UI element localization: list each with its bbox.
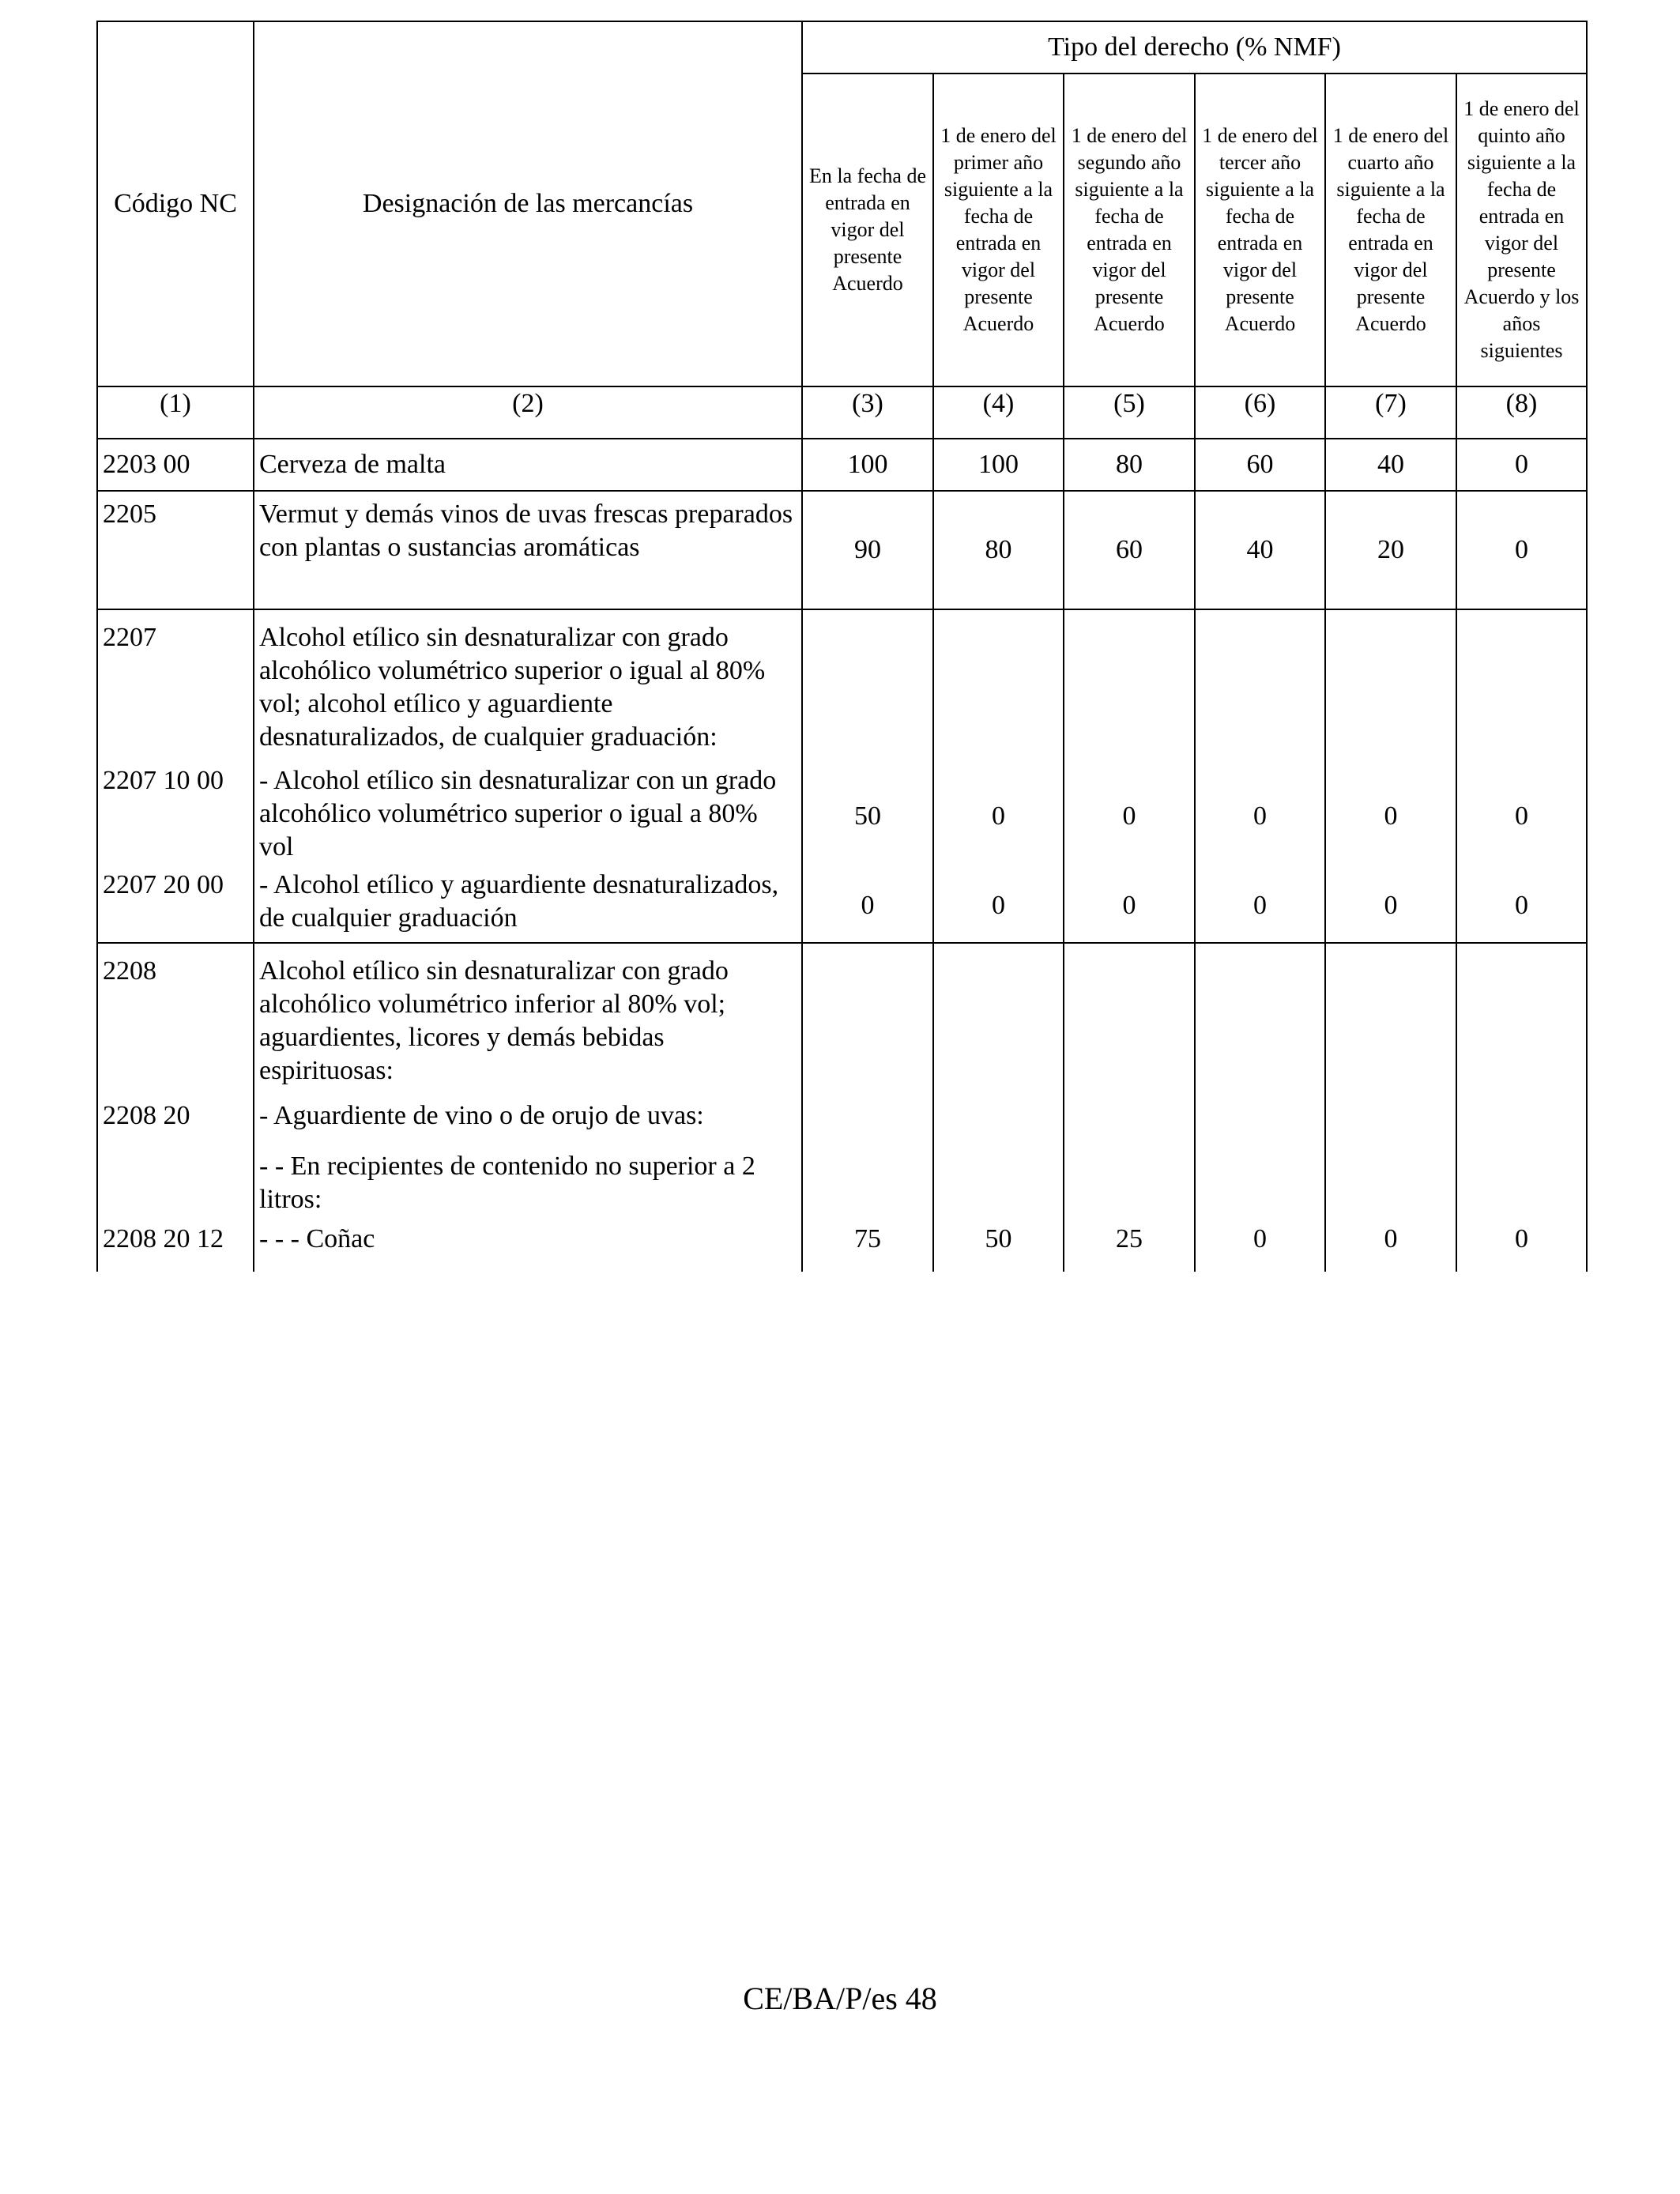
col-number: (3)	[802, 386, 933, 439]
rate-value: 0	[1195, 1223, 1325, 1272]
table-row	[97, 439, 1587, 491]
rate-value: 0	[1456, 764, 1587, 869]
cn-code: 2207	[97, 609, 254, 764]
table-row	[97, 1150, 1587, 1223]
table-row	[97, 491, 1587, 609]
goods-description: Alcohol etílico sin desnaturalizar con grado alcohólico volumétrico inferior al 80% vol; aguardientes, licores y demás bebidas espirituosas:	[254, 943, 802, 1099]
header-col-7: 1 de enero del cuarto año siguiente a la fecha de entrada en vigor del presente Acuerdo	[1325, 74, 1456, 386]
rate-value: 0	[1325, 764, 1456, 869]
rate-value: 0	[1456, 491, 1587, 609]
rate-value: 90	[802, 491, 933, 609]
page-footer: CE/BA/P/es 48	[743, 1981, 937, 2016]
column-numbers-row	[97, 386, 1587, 439]
rate-value: 0	[933, 764, 1064, 869]
rate-value: 0	[1325, 1223, 1456, 1272]
rate-value: 100	[802, 439, 933, 491]
rate-value: 0	[1456, 1223, 1587, 1272]
cn-code: 2205	[97, 491, 254, 609]
goods-description: - - En recipientes de contenido no superior a 2 litros:	[254, 1150, 802, 1223]
rate-value: 60	[1195, 439, 1325, 491]
goods-description: Vermut y demás vinos de uvas frescas preparados con plantas o sustancias aromáticas	[254, 491, 802, 609]
goods-description: Alcohol etílico sin desnaturalizar con grado alcohólico volumétrico superior o igual al 80% vol; alcohol etílico y aguardiente desnaturalizados, de cualquier graduación:	[254, 609, 802, 764]
rate-value: 60	[1064, 491, 1195, 609]
rate-value: 0	[1195, 869, 1325, 943]
table-row	[97, 869, 1587, 943]
rate-value: 0	[802, 869, 933, 943]
cn-code: 2203 00	[97, 439, 254, 491]
header-code-nc: Código NC	[97, 21, 254, 386]
col-number: (7)	[1325, 386, 1456, 439]
rate-value: 0	[1456, 869, 1587, 943]
rate-value: 20	[1325, 491, 1456, 609]
cn-code	[97, 1150, 254, 1223]
table-row	[97, 764, 1587, 869]
rate-value: 0	[1195, 764, 1325, 869]
rate-value: 0	[1064, 764, 1195, 869]
rate-value: 40	[1195, 491, 1325, 609]
goods-description: Cerveza de malta	[254, 439, 802, 491]
cn-code: 2207 10 00	[97, 764, 254, 869]
rate-value: 100	[933, 439, 1064, 491]
col-number: (1)	[97, 386, 254, 439]
col-number: (4)	[933, 386, 1064, 439]
rate-value: 50	[933, 1223, 1064, 1272]
goods-description: - Aguardiente de vino o de orujo de uvas:	[254, 1099, 802, 1150]
header-col-3: En la fecha de entrada en vigor del presente Acuerdo	[802, 74, 933, 386]
col-number: (2)	[254, 386, 802, 439]
rate-value: 0	[1456, 439, 1587, 491]
col-number: (5)	[1064, 386, 1195, 439]
cn-code: 2208 20	[97, 1099, 254, 1150]
tariff-table	[96, 21, 1588, 1272]
rate-value: 80	[933, 491, 1064, 609]
rate-value: 75	[802, 1223, 933, 1272]
goods-description: - Alcohol etílico sin desnaturalizar con un grado alcohólico volumétrico superior o igual a 80% vol	[254, 764, 802, 869]
cn-code: 2207 20 00	[97, 869, 254, 943]
header-col-8: 1 de enero del quinto año siguiente a la fecha de entrada en vigor del presente Acuerdo y los años siguientes	[1456, 74, 1587, 386]
rate-value: 25	[1064, 1223, 1195, 1272]
rate-value: 80	[1064, 439, 1195, 491]
header-col-6: 1 de enero del tercer año siguiente a la fecha de entrada en vigor del presente Acuerdo	[1195, 74, 1325, 386]
table-row	[97, 943, 1587, 1099]
header-designation: Designación de las mercancías	[254, 21, 802, 386]
table-row	[97, 609, 1587, 764]
header-duty-rate: Tipo del derecho (% NMF)	[802, 21, 1587, 74]
table-row	[97, 1099, 1587, 1150]
rate-value: 0	[1325, 869, 1456, 943]
rate-value: 0	[1064, 869, 1195, 943]
header-col-4: 1 de enero del primer año siguiente a la fecha de entrada en vigor del presente Acuerdo	[933, 74, 1064, 386]
cn-code: 2208	[97, 943, 254, 1099]
col-number: (8)	[1456, 386, 1587, 439]
col-number: (6)	[1195, 386, 1325, 439]
header-col-5: 1 de enero del segundo año siguiente a la fecha de entrada en vigor del presente Acuerdo	[1064, 74, 1195, 386]
goods-description: - Alcohol etílico y aguardiente desnaturalizados, de cualquier graduación	[254, 869, 802, 943]
goods-description: - - - Coñac	[254, 1223, 802, 1272]
table-row	[97, 1223, 1587, 1272]
cn-code: 2208 20 12	[97, 1223, 254, 1272]
rate-value: 0	[933, 869, 1064, 943]
rate-value: 50	[802, 764, 933, 869]
rate-value: 40	[1325, 439, 1456, 491]
